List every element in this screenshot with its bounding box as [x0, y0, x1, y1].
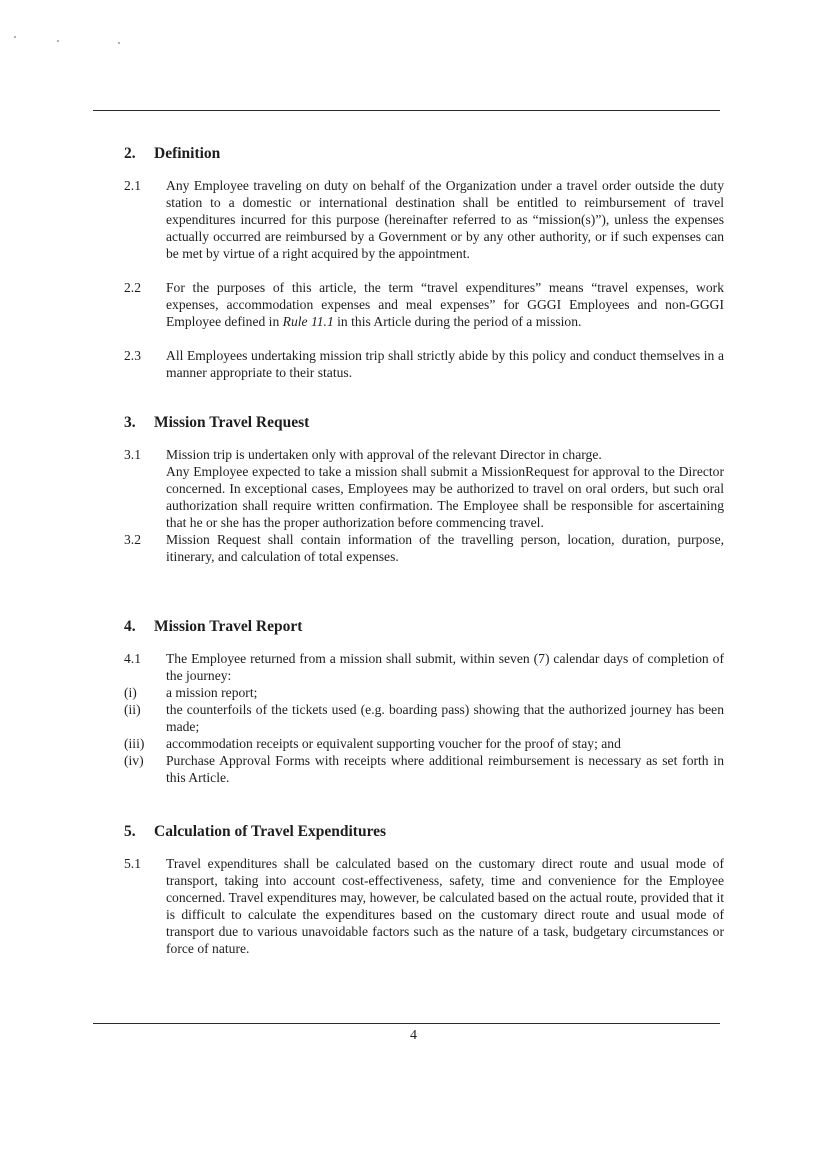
- section-heading: [124, 618, 724, 636]
- footer-rule: [93, 1023, 720, 1024]
- paragraph-text: Any Employee traveling on duty on behalf of the Organization under a travel order outside the duty station to a domestic or international destination shall be entitled to reimbursement of travel expenditures incurred for this purpose (hereinafter referred to as “mission(s)”), unless the expenses actually occurred are reimbursed by a Government or by any other authority, or if such expenses can be met by virtue of a right acquired by the appointment.: [166, 178, 724, 261]
- section-number: 5.: [124, 823, 136, 840]
- paragraph-text: For the purposes of this article, the term “travel expenditures” means “travel expenses, work expenses, accommodation expenses and meal expenses” for GGGI Employees and non-GGGI Employee defined in: [166, 280, 724, 329]
- paragraph-number: 2.2: [124, 280, 141, 295]
- section-calculation-of-travel-expenditures: [124, 823, 724, 974]
- list-item-text: Purchase Approval Forms with receipts where additional reimbursement is necessary as set forth in this Article.: [166, 753, 724, 785]
- paragraph-text: Mission Request shall contain information of the travelling person, location, duration, purpose, itinerary, and calculation of total expenses.: [166, 532, 724, 564]
- list-item-text: the counterfoils of the tickets used (e.g. boarding pass) showing that the authorized journey has been made;: [166, 702, 724, 734]
- section-mission-travel-request: [124, 414, 724, 582]
- paragraph-3-1: [124, 446, 724, 531]
- section-title: Definition: [154, 145, 221, 162]
- section-number: 3.: [124, 414, 136, 431]
- paragraph-number: 2.3: [124, 348, 141, 363]
- section-mission-travel-report: [124, 618, 724, 786]
- paragraph-text: The Employee returned from a mission shall submit, within seven (7) calendar days of completion of the journey:: [166, 651, 724, 683]
- scan-speck: [14, 36, 16, 38]
- section-number: 2.: [124, 145, 136, 162]
- paragraph-number: 3.2: [124, 532, 141, 547]
- section-title: Mission Travel Request: [154, 414, 310, 431]
- list-item-number: (iii): [124, 736, 145, 751]
- section-heading: [124, 145, 724, 163]
- rule-reference: Rule 11.1: [282, 314, 334, 329]
- paragraph-4-1: [124, 650, 724, 684]
- paragraph-number: 3.1: [124, 447, 141, 462]
- paragraph-text: in this Article during the period of a mission.: [333, 314, 582, 329]
- paragraph-2-2: [124, 279, 724, 330]
- paragraph-number: 5.1: [124, 856, 141, 871]
- section-definition: [124, 145, 724, 398]
- paragraph-2-3: [124, 347, 724, 381]
- paragraph-text: Any Employee expected to take a mission shall submit a MissionRequest for approval to the Director concerned. In exceptional cases, Employees may be authorized to travel on oral orders, but such oral authorization shall require written confirmation. The Employee shall be responsible for ascertaining that he or she has the proper authorization before commencing travel.: [166, 464, 724, 530]
- page-number: 4: [410, 1028, 417, 1043]
- list-item-text: accommodation receipts or equivalent supporting voucher for the proof of stay; and: [166, 736, 621, 751]
- section-title: Mission Travel Report: [154, 618, 303, 635]
- paragraph-text: All Employees undertaking mission trip shall strictly abide by this policy and conduct themselves in a manner appropriate to their status.: [166, 348, 724, 380]
- paragraph-text: Travel expenditures shall be calculated based on the customary direct route and usual mode of transport, taking into account cost-effectiveness, safety, time and convenience for the Employee concerned. Travel expenditures may, however, be calculated based on the actual route, provided that it is difficult to calculate the expenditures based on the customary direct route and usual mode of transport due to various unavoidable factors such as the nature of a task, budgetary circumstances or force of nature.: [166, 856, 724, 956]
- section-heading: [124, 414, 724, 432]
- list-item: [124, 752, 724, 786]
- scan-speck: [57, 40, 59, 42]
- paragraph-number: 2.1: [124, 178, 141, 193]
- section-title: Calculation of Travel Expenditures: [154, 823, 387, 840]
- paragraph-text: Mission trip is undertaken only with approval of the relevant Director in charge.: [166, 447, 602, 462]
- list-item-number: (iv): [124, 753, 144, 768]
- list-item-text: a mission report;: [166, 685, 258, 700]
- header-rule: [93, 110, 720, 111]
- scan-speck: [118, 42, 120, 44]
- section-number: 4.: [124, 618, 136, 635]
- paragraph-number: 4.1: [124, 651, 141, 666]
- list-item-number: (ii): [124, 702, 141, 717]
- section-heading: [124, 823, 724, 841]
- paragraph-3-2: [124, 531, 724, 565]
- list-item: [124, 735, 724, 752]
- list-item-number: (i): [124, 685, 137, 700]
- list-item: [124, 684, 724, 701]
- paragraph-5-1: [124, 855, 724, 957]
- list-item: [124, 701, 724, 735]
- paragraph-2-1: [124, 177, 724, 262]
